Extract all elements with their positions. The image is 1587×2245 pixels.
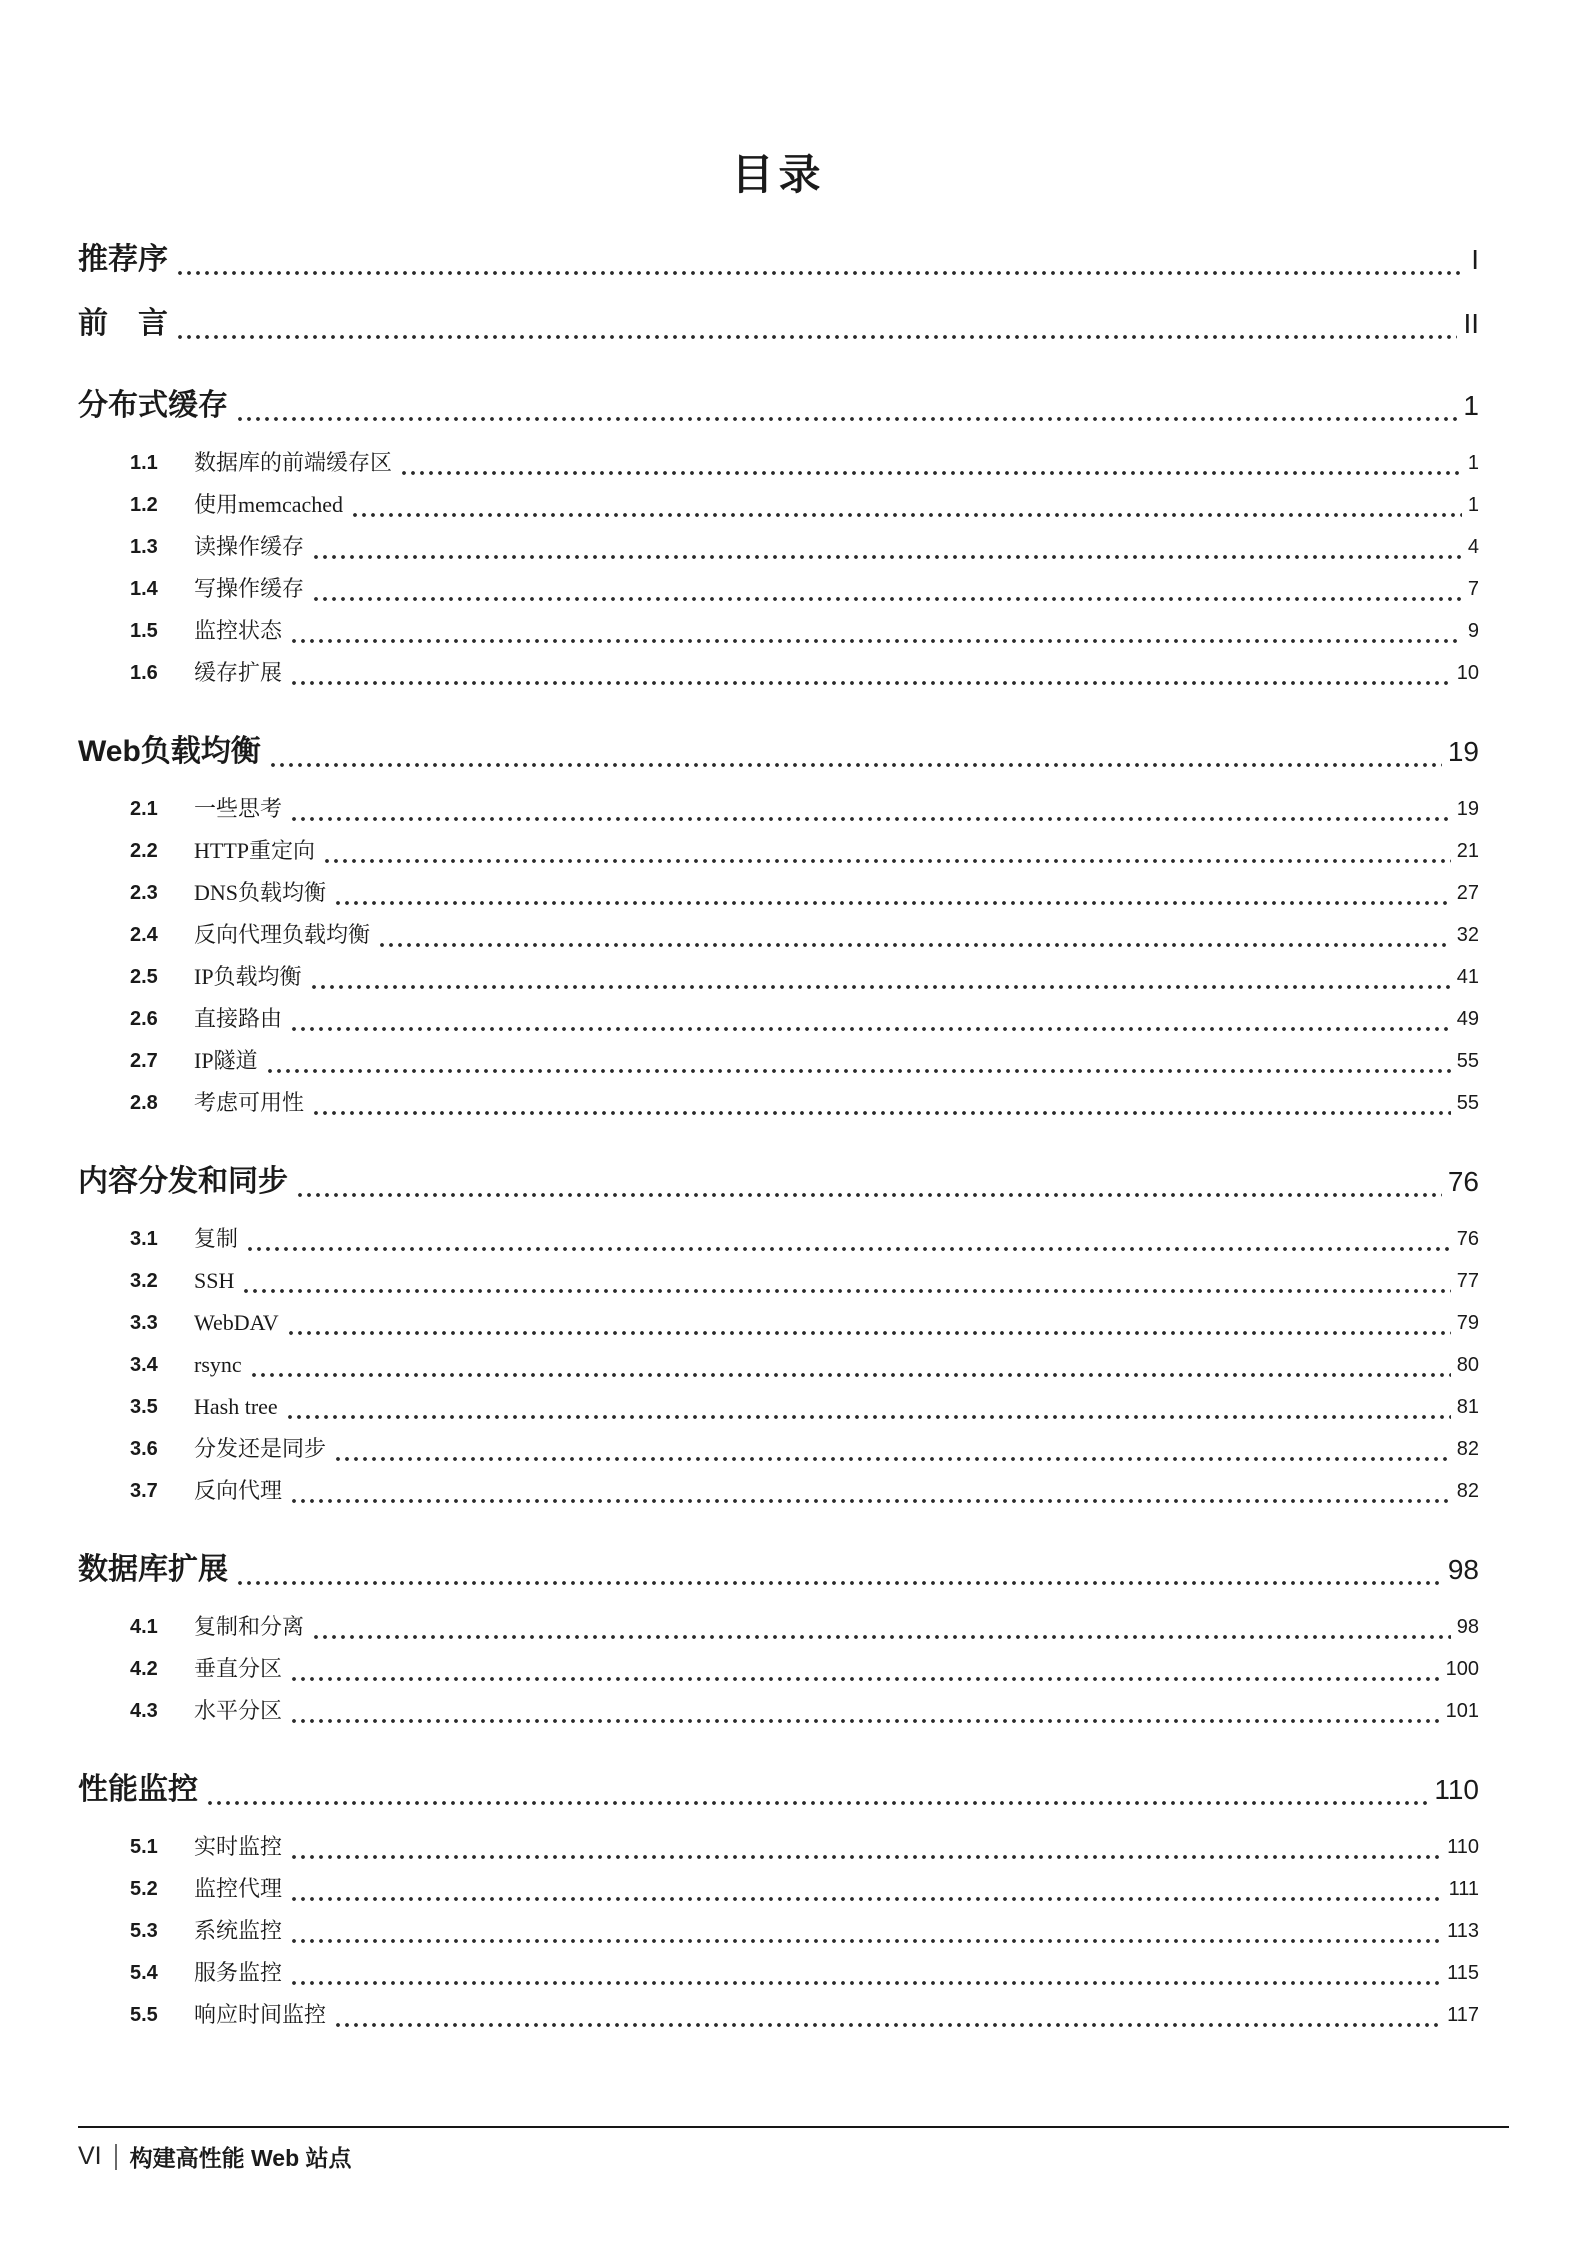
footer-book-title: 构建高性能 Web 站点 xyxy=(129,2145,352,2171)
section-title-label: 考虑可用性 xyxy=(194,1090,305,1115)
dot-leader xyxy=(312,1631,1451,1641)
chapter-title-label: 推荐序 xyxy=(78,243,168,276)
toc-section-row[interactable] xyxy=(78,830,1479,872)
section-title-label: 复制和分离 xyxy=(194,1614,305,1639)
page-number: 1 xyxy=(1467,452,1479,474)
page-number: 82 xyxy=(1456,1480,1479,1502)
page-number: 101 xyxy=(1445,1700,1479,1722)
section-title-label: rsync xyxy=(194,1352,242,1377)
section-title-label: 使用memcached xyxy=(194,492,344,517)
page-number: 49 xyxy=(1456,1008,1479,1030)
section-number: 3.3 xyxy=(130,1312,158,1334)
dot-leader xyxy=(250,1369,1451,1379)
toc-section-row[interactable] xyxy=(78,568,1479,610)
toc-section-row[interactable] xyxy=(78,1910,1479,1952)
dot-leader xyxy=(286,1411,1451,1421)
page-number: 4 xyxy=(1467,536,1479,558)
section-title-label: IP负载均衡 xyxy=(194,964,302,989)
toc-section-row[interactable] xyxy=(78,484,1479,526)
dot-leader xyxy=(351,509,1462,519)
toc-section-row[interactable] xyxy=(78,1690,1479,1732)
page-number: II xyxy=(1463,308,1479,339)
page-number: 76 xyxy=(1447,1166,1479,1197)
toc-section-row[interactable] xyxy=(78,1868,1479,1910)
page-number: 10 xyxy=(1456,662,1479,684)
toc-chapter-row[interactable] xyxy=(78,1546,1479,1594)
dot-leader xyxy=(176,331,1457,341)
section-number: 2.8 xyxy=(130,1092,158,1114)
section-number: 2.6 xyxy=(130,1008,158,1030)
dot-leader xyxy=(290,1935,1441,1945)
page-number: 77 xyxy=(1456,1270,1479,1292)
toc-section-row[interactable] xyxy=(78,1386,1479,1428)
toc-section-row[interactable] xyxy=(78,652,1479,694)
page-number: 32 xyxy=(1456,924,1479,946)
section-title-label: 一些思考 xyxy=(194,796,283,821)
toc-section-row[interactable] xyxy=(78,956,1479,998)
page-number: 19 xyxy=(1447,736,1479,767)
dot-leader xyxy=(236,1577,1442,1587)
page-number: 80 xyxy=(1456,1354,1479,1376)
page-number: 98 xyxy=(1447,1554,1479,1585)
section-title-label: 垂直分区 xyxy=(194,1656,283,1681)
page-number: 79 xyxy=(1456,1312,1479,1334)
dot-leader xyxy=(290,813,1451,823)
dot-leader xyxy=(312,551,1462,561)
section-number: 5.2 xyxy=(130,1878,158,1900)
section-title-label: 反向代理 xyxy=(194,1478,283,1503)
page-number: 111 xyxy=(1448,1878,1479,1900)
toc-front-matter-row[interactable] xyxy=(78,300,1479,348)
toc-section-row[interactable] xyxy=(78,1648,1479,1690)
dot-leader xyxy=(287,1327,1451,1337)
page-number: 110 xyxy=(1434,1774,1479,1805)
toc-section-row[interactable] xyxy=(78,788,1479,830)
section-title-label: 监控状态 xyxy=(194,618,283,643)
section-title-label: SSH xyxy=(194,1268,235,1293)
dot-leader xyxy=(334,2019,1441,2029)
dot-leader xyxy=(310,981,1451,991)
dot-leader xyxy=(290,1023,1451,1033)
section-number: 1.5 xyxy=(130,620,158,642)
toc-section-row[interactable] xyxy=(78,998,1479,1040)
toc-section-row[interactable] xyxy=(78,1952,1479,1994)
section-title-label: WebDAV xyxy=(194,1310,279,1335)
section-number: 3.7 xyxy=(130,1480,158,1502)
page-number: I xyxy=(1471,244,1479,275)
page-number: 117 xyxy=(1447,2004,1479,2026)
toc-section-row[interactable] xyxy=(78,1082,1479,1124)
section-title-label: 实时监控 xyxy=(194,1834,283,1859)
section-title-label: IP隧道 xyxy=(194,1048,258,1073)
toc-section-row[interactable] xyxy=(78,872,1479,914)
footer-page-number: VI xyxy=(78,2142,102,2170)
section-number: 4.3 xyxy=(130,1700,158,1722)
section-title-label: Hash tree xyxy=(194,1394,278,1419)
toc-chapter-row[interactable] xyxy=(78,382,1479,430)
section-number: 5.4 xyxy=(130,1962,158,1984)
section-title-label: 缓存扩展 xyxy=(194,660,283,685)
section-number: 5.5 xyxy=(130,2004,158,2026)
dot-leader xyxy=(334,897,1451,907)
dot-leader xyxy=(290,1673,1440,1683)
dot-leader xyxy=(290,1851,1441,1861)
section-title-label: 复制 xyxy=(194,1226,239,1251)
toc-section-row[interactable] xyxy=(78,1218,1479,1260)
toc-front-matter-row[interactable] xyxy=(78,236,1479,284)
toc-section-row[interactable] xyxy=(78,442,1479,484)
dot-leader xyxy=(266,1065,1451,1075)
dot-leader xyxy=(290,1495,1451,1505)
page-number: 115 xyxy=(1447,1962,1479,1984)
section-number: 4.2 xyxy=(130,1658,158,1680)
section-number: 2.3 xyxy=(130,882,158,904)
toc-section-row[interactable] xyxy=(78,1606,1479,1648)
section-number: 2.7 xyxy=(130,1050,158,1072)
page-number: 1 xyxy=(1467,494,1479,516)
toc-title: 目录 xyxy=(731,151,826,198)
dot-leader xyxy=(242,1285,1450,1295)
page-number: 110 xyxy=(1447,1836,1479,1858)
dot-leader xyxy=(296,1189,1442,1199)
toc-section-row[interactable] xyxy=(78,1826,1479,1868)
page-number: 81 xyxy=(1456,1396,1479,1418)
section-title-label: 读操作缓存 xyxy=(194,534,305,559)
section-number: 3.2 xyxy=(130,1270,158,1292)
page-number: 19 xyxy=(1456,798,1479,820)
toc-section-row[interactable] xyxy=(78,1470,1479,1512)
page-number: 100 xyxy=(1445,1658,1479,1680)
footer-divider xyxy=(115,2144,117,2170)
section-number: 1.4 xyxy=(130,578,158,600)
section-title-label: 系统监控 xyxy=(194,1918,283,1943)
page-number: 9 xyxy=(1467,620,1479,642)
section-number: 2.1 xyxy=(130,798,158,820)
page-number: 55 xyxy=(1456,1092,1479,1114)
page-number: 1 xyxy=(1463,390,1479,421)
chapter-title-label: 性能监控 xyxy=(78,1773,198,1806)
dot-leader xyxy=(400,467,1462,477)
section-title-label: HTTP重定向 xyxy=(194,838,316,863)
chapter-title-label: 内容分发和同步 xyxy=(78,1165,288,1198)
dot-leader xyxy=(290,1977,1441,1987)
dot-leader xyxy=(290,635,1462,645)
toc-chapter-row[interactable] xyxy=(78,1158,1479,1206)
section-title-label: 反向代理负载均衡 xyxy=(194,922,371,947)
dot-leader xyxy=(323,855,1451,865)
section-title-label: 监控代理 xyxy=(194,1876,283,1901)
section-number: 5.3 xyxy=(130,1920,158,1942)
dot-leader xyxy=(236,413,1457,423)
section-number: 1.3 xyxy=(130,536,158,558)
dot-leader xyxy=(290,1893,1443,1903)
toc xyxy=(78,236,1479,2036)
section-number: 2.5 xyxy=(130,966,158,988)
toc-section-row[interactable] xyxy=(78,526,1479,568)
page-number: 82 xyxy=(1456,1438,1479,1460)
dot-leader xyxy=(290,677,1451,687)
chapter-title-label: 数据库扩展 xyxy=(78,1553,228,1586)
section-number: 3.1 xyxy=(130,1228,158,1250)
dot-leader xyxy=(312,593,1462,603)
dot-leader xyxy=(290,1715,1440,1725)
section-title-label: 直接路由 xyxy=(194,1006,283,1031)
toc-section-row[interactable] xyxy=(78,1994,1479,2036)
toc-section-row[interactable] xyxy=(78,1260,1479,1302)
section-number: 1.1 xyxy=(130,452,158,474)
dot-leader xyxy=(269,759,1442,769)
section-title-label: 水平分区 xyxy=(194,1698,283,1723)
dot-leader xyxy=(246,1243,1451,1253)
toc-section-row[interactable] xyxy=(78,914,1479,956)
page-number: 76 xyxy=(1456,1228,1479,1250)
toc-section-row[interactable] xyxy=(78,1344,1479,1386)
page-number: 55 xyxy=(1456,1050,1479,1072)
section-number: 1.2 xyxy=(130,494,158,516)
page-number: 113 xyxy=(1447,1920,1479,1942)
dot-leader xyxy=(312,1107,1451,1117)
page-number: 21 xyxy=(1456,840,1479,862)
section-number: 5.1 xyxy=(130,1836,158,1858)
page-number: 27 xyxy=(1456,882,1479,904)
section-number: 2.4 xyxy=(130,924,158,946)
toc-chapter-row[interactable] xyxy=(78,728,1479,776)
section-number: 1.6 xyxy=(130,662,158,684)
toc-section-row[interactable] xyxy=(78,1302,1479,1344)
page-number: 7 xyxy=(1467,578,1479,600)
section-title-label: 响应时间监控 xyxy=(194,2002,327,2027)
dot-leader xyxy=(334,1453,1451,1463)
section-title-label: 数据库的前端缓存区 xyxy=(194,450,393,475)
toc-section-row[interactable] xyxy=(78,1428,1479,1470)
section-number: 3.5 xyxy=(130,1396,158,1418)
section-title-label: 服务监控 xyxy=(194,1960,283,1985)
dot-leader xyxy=(378,939,1451,949)
page-footer xyxy=(78,2126,1509,2173)
chapter-title-label: Web负载均衡 xyxy=(78,735,261,768)
chapter-title-label: 前 言 xyxy=(78,307,168,340)
section-number: 4.1 xyxy=(130,1616,158,1638)
toc-chapter-row[interactable] xyxy=(78,1766,1479,1814)
page-number: 98 xyxy=(1456,1616,1479,1638)
section-number: 3.6 xyxy=(130,1438,158,1460)
page-number: 41 xyxy=(1456,966,1479,988)
dot-leader xyxy=(176,267,1465,277)
section-number: 2.2 xyxy=(130,840,158,862)
dot-leader xyxy=(206,1797,1428,1807)
section-title-label: DNS负载均衡 xyxy=(194,880,327,905)
toc-section-row[interactable] xyxy=(78,610,1479,652)
section-number: 3.4 xyxy=(130,1354,158,1376)
toc-section-row[interactable] xyxy=(78,1040,1479,1082)
section-title-label: 写操作缓存 xyxy=(194,576,305,601)
chapter-title-label: 分布式缓存 xyxy=(78,389,228,422)
section-title-label: 分发还是同步 xyxy=(194,1436,327,1461)
